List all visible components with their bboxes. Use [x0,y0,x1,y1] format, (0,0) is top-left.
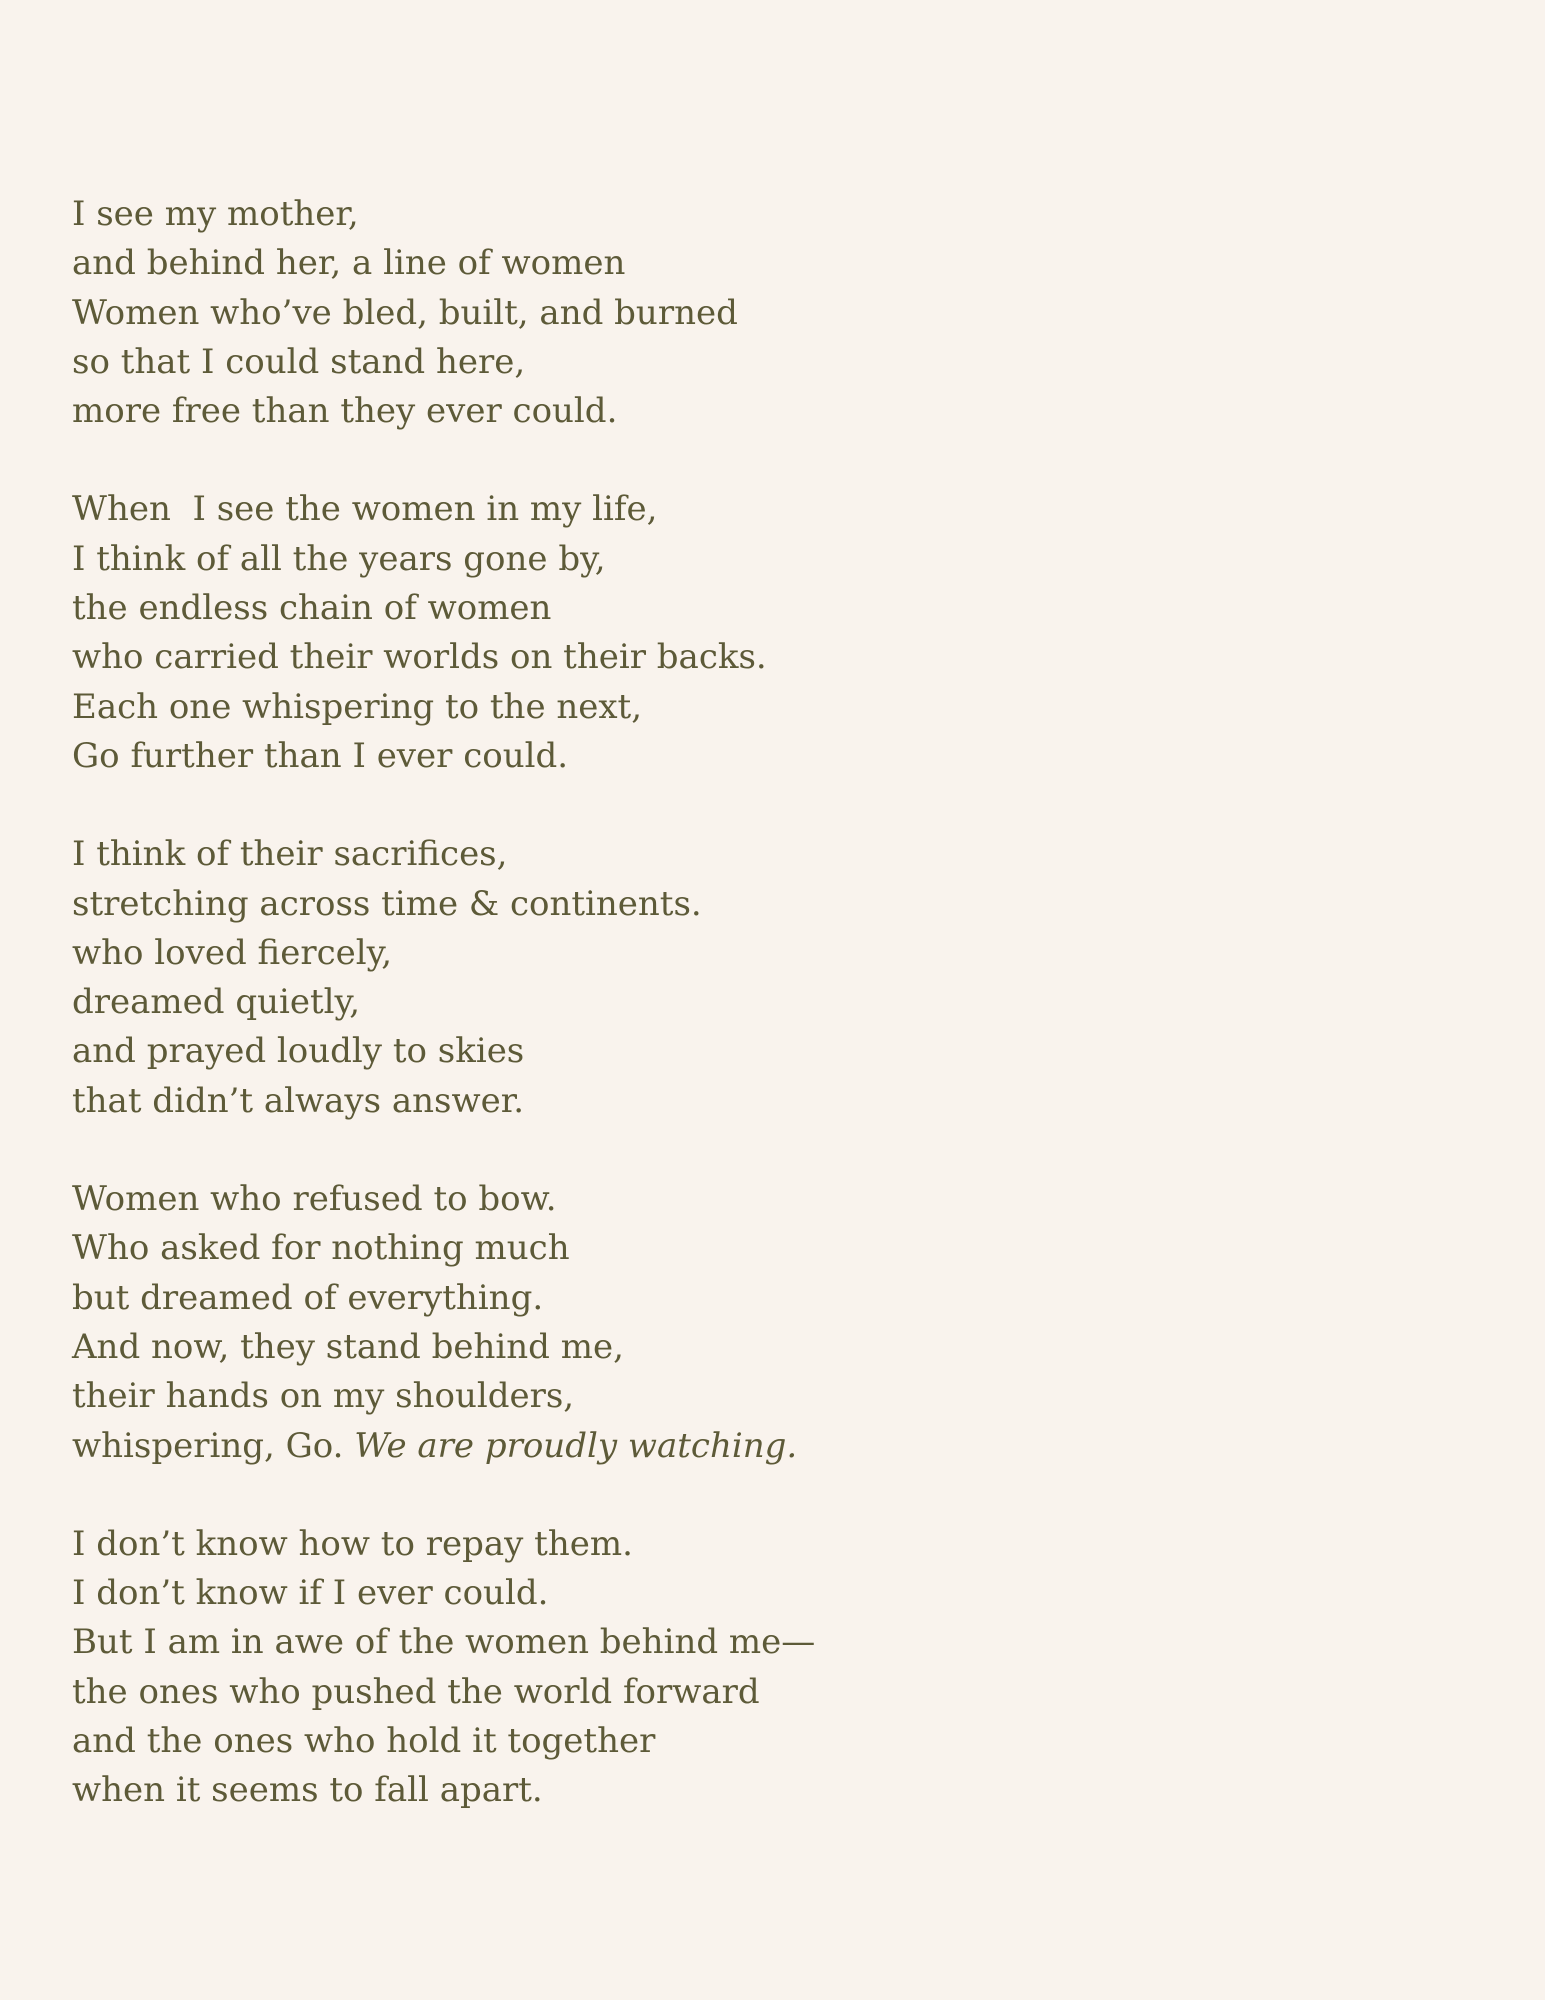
poem-line: who loved fiercely, [72,932,393,973]
poem-line: I don’t know how to repay them. [72,1523,633,1564]
poem-line: I think of their sacrifices, [72,834,508,875]
poem-closing-line [72,1422,1472,1471]
poem-line: the endless chain of women [72,588,552,629]
closing-line-prefix: whispering, Go. [72,1425,355,1466]
stanza-1 [72,190,1472,436]
poem-line: that didn’t always answer. [72,1080,525,1121]
poem-line: Go further than I ever could. [72,735,569,776]
poem-line: their hands on my shoulders, [72,1376,575,1417]
poem-line: When I see the women in my life, [72,489,658,530]
poem-line: but dreamed of everything. [72,1277,544,1318]
stanza-3 [72,830,1472,1126]
poem-line: and behind her, a line of women [72,243,626,284]
stanza-4 [72,1175,1472,1471]
poem-line: Each one whispering to the next, [72,686,643,727]
poem-line: the ones who pushed the world forward [72,1671,760,1712]
poem-line: But I am in awe of the women behind me— [72,1622,816,1663]
poem-line: Women who refused to bow. [72,1179,557,1220]
poem-line: Women who’ve bled, built, and burned [72,292,738,333]
poem-page [72,190,1472,1865]
poem-line: And now, they stand behind me, [72,1326,624,1367]
poem-line: more free than they ever could. [72,391,618,432]
stanza-5 [72,1520,1472,1816]
poem-line: stretching across time & continents. [72,883,702,924]
poem-line: I don’t know if I ever could. [72,1573,549,1614]
closing-line-italic: We are proudly watching. [354,1425,798,1466]
stanza-2 [72,485,1472,781]
poem-line: dreamed quietly, [72,982,361,1023]
poem-line: and the ones who hold it together [72,1721,656,1762]
poem-line: I think of all the years gone by, [72,538,606,579]
poem-line: I see my mother, [72,194,359,234]
poem-line: so that I could stand here, [72,341,526,382]
poem-line: Who asked for nothing much [72,1228,570,1269]
poem-line: when it seems to fall apart. [72,1770,543,1811]
poem-line: who carried their worlds on their backs. [72,637,767,678]
poem-line: and prayed loudly to skies [72,1031,525,1072]
